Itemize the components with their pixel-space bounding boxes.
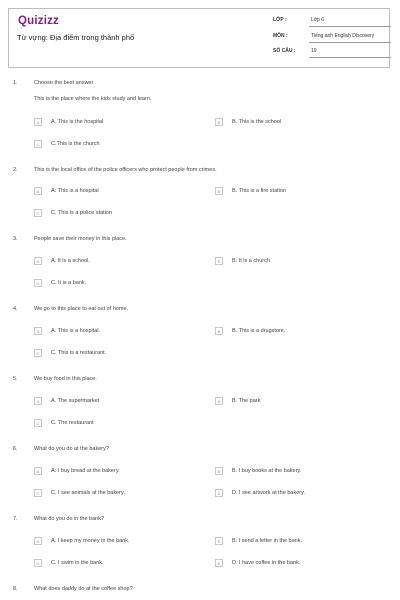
option-text: A. This is a hospital (51, 188, 99, 194)
option-letter-box: B (215, 327, 223, 335)
option-letter-box: C (34, 140, 42, 148)
question-number: 7. (13, 516, 18, 522)
question-subtext: This is the place where the kids study and learn. (34, 96, 152, 102)
meta-value: 19 (311, 48, 317, 54)
option-c[interactable] (34, 349, 204, 359)
option-c[interactable] (34, 489, 204, 499)
option-c[interactable] (34, 140, 204, 150)
option-text: C. This is a police station (51, 210, 113, 216)
meta-subject (273, 33, 391, 45)
question-text: We go to this place to eat out of home. (34, 306, 129, 312)
option-c[interactable] (34, 209, 204, 219)
option-text: C.This is the church (51, 141, 100, 147)
worksheet-header (8, 8, 390, 68)
quizizz-logo: Quizizz (18, 15, 60, 27)
option-text: A. This is the hospital (51, 119, 104, 125)
option-text: B. I buy books at the bakery. (232, 468, 302, 474)
question-text: We buy food in this place. (34, 376, 97, 382)
option-text: C. I swim in the bank. (51, 560, 104, 566)
meta-underline (309, 26, 391, 27)
meta-underline (309, 42, 391, 43)
option-c[interactable] (34, 419, 204, 429)
meta-question-count (273, 48, 391, 60)
option-text: C. This is a restaurant. (51, 350, 107, 356)
option-letter-box: A (34, 467, 42, 475)
question-text: This is the local office of the police officers who protect people from crimes. (34, 167, 217, 173)
option-text: A. The supermarket (51, 398, 100, 404)
option-d[interactable] (215, 489, 385, 499)
option-b[interactable] (215, 257, 385, 267)
option-letter-box: B (215, 187, 223, 195)
option-letter-box: C (34, 279, 42, 287)
option-b[interactable] (215, 327, 385, 337)
option-text: C. The restaurant (51, 420, 94, 426)
option-b[interactable] (215, 187, 385, 197)
option-text: A. It is a school. (51, 258, 90, 264)
option-letter-box: A (34, 257, 42, 265)
question-number: 3. (13, 236, 18, 242)
question-number: 5. (13, 376, 18, 382)
option-text: B. This is the school (232, 119, 282, 125)
option-c[interactable] (34, 559, 204, 569)
option-b[interactable] (215, 537, 385, 547)
option-letter-box: D (215, 489, 223, 497)
option-letter-box: A (34, 537, 42, 545)
option-letter-box: B (215, 397, 223, 405)
option-letter-box: C (34, 559, 42, 567)
option-a[interactable] (34, 327, 204, 337)
option-d[interactable] (215, 559, 385, 569)
option-letter-box: A (34, 397, 42, 405)
meta-label: LỚP : (273, 17, 287, 23)
option-a[interactable] (34, 467, 204, 477)
option-text: C. It is a bank. (51, 280, 87, 286)
option-a[interactable] (34, 118, 204, 128)
question-text: What does daddy do at the coffee shop? (34, 586, 133, 592)
option-text: B. I send a letter in the bank. (232, 538, 303, 544)
option-text: C. I see animals at the bakery. (51, 490, 125, 496)
option-letter-box: B (215, 537, 223, 545)
question-text: What do you do at the bakery? (34, 446, 109, 452)
option-letter-box: C (34, 489, 42, 497)
question-number: 6. (13, 446, 18, 452)
option-letter-box: C (34, 419, 42, 427)
option-letter-box: B (215, 118, 223, 126)
meta-value: Tiếng anh English Discovery (311, 33, 375, 39)
option-text: A. I buy bread at the bakery. (51, 468, 120, 474)
option-a[interactable] (34, 537, 204, 547)
option-b[interactable] (215, 118, 385, 128)
question-number: 1. (13, 80, 18, 86)
meta-label: MÔN : (273, 33, 288, 39)
option-letter-box: A (34, 118, 42, 126)
meta-value: Lớp 6 (311, 17, 325, 23)
option-a[interactable] (34, 187, 204, 197)
option-text: B. The park (232, 398, 261, 404)
question-text: What do you do in the bank? (34, 516, 105, 522)
option-letter-box: C (34, 209, 42, 217)
option-text: B. This is a fire station (232, 188, 287, 194)
option-b[interactable] (215, 397, 385, 407)
option-text: D. I see artwork at the bakery. (232, 490, 305, 496)
question-number: 4. (13, 306, 18, 312)
option-letter-box: B (215, 257, 223, 265)
question-number: 8. (13, 586, 18, 592)
question-text: Choose the best answer (34, 80, 94, 86)
option-text: B. It is a church (232, 258, 270, 264)
option-letter-box: C (34, 349, 42, 357)
option-text: D. I have coffee in the bank. (232, 560, 301, 566)
meta-class (273, 17, 391, 29)
option-letter-box: B (215, 467, 223, 475)
question-text: People save their money in this place. (34, 236, 127, 242)
worksheet-title: Từ vựng: Địa điểm trong thành phố (17, 33, 135, 42)
question-number: 2. (13, 167, 18, 173)
option-b[interactable] (215, 467, 385, 477)
option-text: A. I keep my money in the bank. (51, 538, 130, 544)
meta-label: SỐ CÂU : (273, 48, 296, 54)
option-a[interactable] (34, 257, 204, 267)
option-c[interactable] (34, 279, 204, 289)
meta-underline (309, 57, 391, 58)
option-letter-box: A (34, 327, 42, 335)
option-text: B. This is a drugstore. (232, 328, 286, 334)
option-text: A. This is a hospital. (51, 328, 101, 334)
option-letter-box: A (34, 187, 42, 195)
option-a[interactable] (34, 397, 204, 407)
option-letter-box: D (215, 559, 223, 567)
